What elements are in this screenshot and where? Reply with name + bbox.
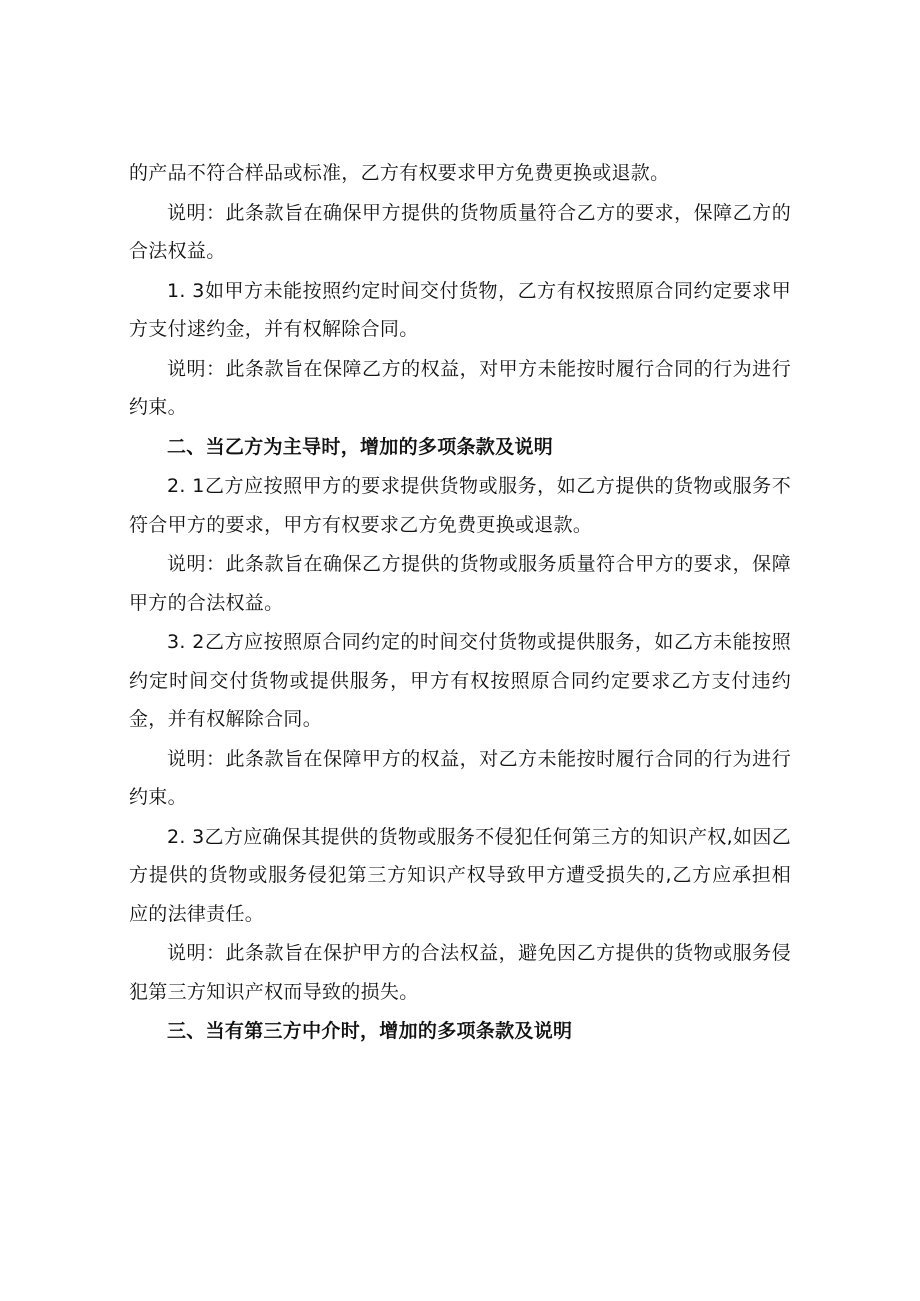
paragraph-explanation-1-3: 说明：此条款旨在保障乙方的权益，对甲方未能按时履行合同的行为进行约束。 <box>129 357 791 418</box>
paragraph-clause-2-1: 2. 1乙方应按照甲方的要求提供货物或服务，如乙方提供的货物或服务不符合甲方的要求，甲方有权要求乙方免费更换或退款。 <box>129 475 791 536</box>
section-heading-2: 二、当乙方为主导时，增加的多项条款及说明 <box>167 435 554 458</box>
paragraph-explanation-quality-party-a: 说明：此条款旨在确保甲方提供的货物质量符合乙方的要求，保障乙方的合法权益。 <box>129 201 791 262</box>
paragraph-clause-3-2: 3. 2乙方应按照原合同约定的时间交付货物或提供服务，如乙方未能按照约定时间交付货物或提供服务，甲方有权按照原合同约定要求乙方支付违约金，并有权解除合同。 <box>129 631 791 730</box>
paragraph-product-nonconformity: 的产品不符合样品或标准，乙方有权要求甲方免费更换或退款。 <box>129 162 670 184</box>
paragraph-explanation-2-1: 说明：此条款旨在确保乙方提供的货物或服务质量符合甲方的要求，保障甲方的合法权益。 <box>129 553 791 614</box>
document-page <box>129 154 791 1051</box>
paragraph-clause-1-3: 1. 3如甲方未能按照约定时间交付货物，乙方有权按照原合同约定要求甲方支付逑约金，并有权解除合同。 <box>129 279 791 340</box>
paragraph-clause-2-3: 2. 3乙方应确保其提供的货物或服务不侵犯任何第三方的知识产权,如因乙方提供的货物或服务侵犯第三方知识产权导致甲方遭受损失的,乙方应承担相应的法律责任。 <box>129 825 791 925</box>
paragraph-explanation-2-3: 说明：此条款旨在保护甲方的合法权益，避免因乙方提供的货物或服务侵犯第三方知识产权而导致的损失。 <box>129 942 791 1003</box>
section-heading-3: 三、当有第三方中介时，增加的多项条款及说明 <box>167 1020 573 1042</box>
paragraph-explanation-3-2: 说明：此条款旨在保障甲方的权益，对乙方未能按时履行合同的行为进行约束。 <box>129 747 791 808</box>
